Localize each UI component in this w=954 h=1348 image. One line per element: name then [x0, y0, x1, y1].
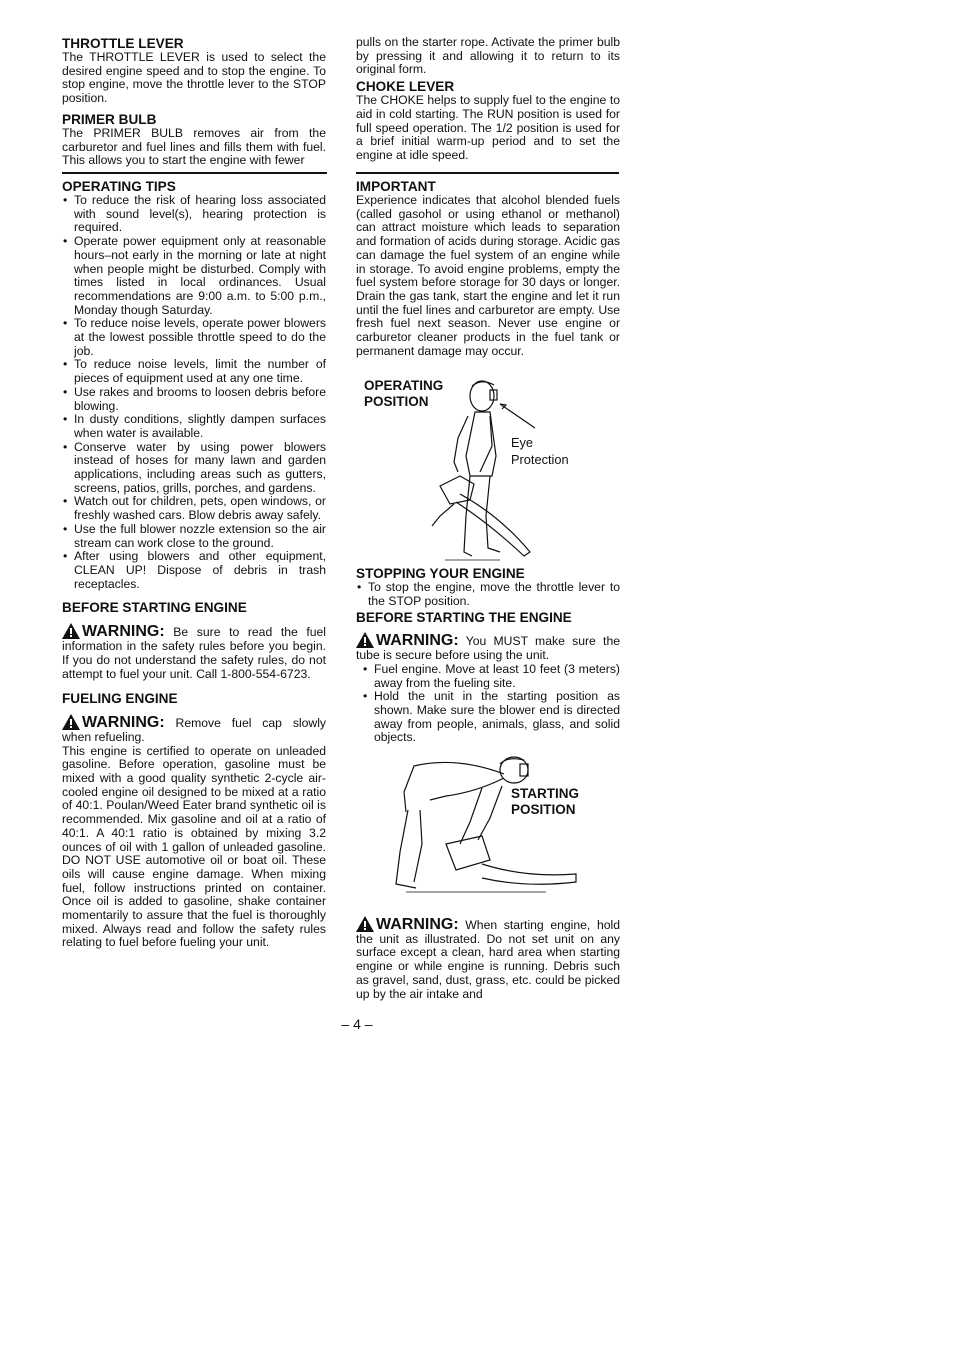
primer-heading: PRIMER BULB — [62, 111, 157, 127]
eye-protection-callout: Eye Protection — [511, 435, 569, 467]
fueling-text: This engine is certified to operate on unleaded gasoline. Before operation, gasoline must be mixed with a good quality synthetic 2-cycle air-cooled engine oil designed to be mixed at a ratio of 40:1. Poulan/Weed Eater brand synthetic oil is recommended. Mix gasoline and oil at a ratio of 40:1. A 40:1 ratio is obtained by mixing 3.2 ounces of oil with 1 gallon of unleaded gasoline. DO NOT USE automotive oil or boat oil. These oils will cause engine damage. When mixing fuel, follow instructions printed on container. Once oil is added to gasoline, shake container momentarily to assure that the fuel is thoroughly mixed. Always read and follow the safety rules relating to fuel before fueling your unit. — [62, 743, 326, 950]
warning-label: WARNING: — [82, 623, 165, 641]
primer-text: The PRIMER BULB removes air from the carburetor and fuel lines and fills them with fuel. This allows you to start the engine with fewer — [62, 125, 326, 168]
divider-left — [62, 172, 327, 174]
list-item: • Use the full blower nozzle extension so the air stream can work close to the ground. — [62, 523, 326, 550]
starting-position-illustration — [386, 752, 586, 902]
stopping-heading: STOPPING YOUR ENGINE — [356, 566, 525, 581]
list-item: • In dusty conditions, slightly dampen surfaces when water is available. — [62, 413, 326, 440]
before-starting-the-engine-heading: BEFORE STARTING THE ENGINE — [356, 610, 572, 626]
warning-text: Be sure to read the fuel information in the safety rules before you begin. If you do not understand the safety rules, do not attempt to fuel your unit. Call 1-800-554-6723. — [62, 625, 327, 681]
important-heading: IMPORTANT — [356, 179, 436, 194]
operating-position-label: OPERATING POSITION — [364, 378, 444, 409]
warning-text: When starting engine, hold the unit as illustrated. Do not set unit on any surface except a clean, hard area when starting engine or while engine is running. Debris such as gravel, sand, dust, grass, etc. could be picked up by the air intake and — [356, 918, 620, 1001]
warning-label: WARNING: — [376, 632, 459, 650]
fueling-warning — [62, 714, 326, 744]
warning-label: WARNING: — [82, 714, 165, 732]
list-item: • After using blowers and other equipment, CLEAN UP! Dispose of debris in trash receptacles. — [62, 550, 326, 591]
before-starting-list — [356, 663, 620, 745]
before-starting-heading: BEFORE STARTING ENGINE — [62, 600, 247, 616]
list-item: • Conserve water by using power blowers instead of hoses for many lawn and garden applications, including areas such as gutters, screens, patios, grills, porches, and gardens. — [62, 441, 326, 496]
tube-warning — [356, 632, 620, 662]
warning-icon — [356, 632, 374, 648]
operating-tips-heading: OPERATING TIPS — [62, 179, 176, 194]
starting-warning — [356, 916, 620, 1001]
operating-tips-list — [62, 194, 326, 591]
list-item: • Watch out for children, pets, open windows, or freshly washed cars. Blow debris away safely. — [62, 495, 326, 522]
stopping-list — [356, 581, 620, 608]
list-item: • Use rakes and brooms to loosen debris before blowing. — [62, 386, 326, 413]
important-section — [356, 179, 620, 358]
operating-position-illustration — [420, 376, 560, 564]
page-number: – 4 – — [341, 1016, 373, 1032]
list-item: • To stop the engine, move the throttle lever to the STOP position. — [356, 581, 620, 608]
list-item: • Operate power equipment only at reasonable hours–not early in the morning or late at night when people might be disturbed. Comply with times listed in local ordinances. Usual recommendations are 9:00 a.m. to 5:00 p.m., Monday though Saturday. — [62, 235, 326, 317]
before-starting-warning — [62, 623, 326, 681]
warning-text: Remove fuel cap slowly when refueling. — [62, 716, 326, 744]
choke-section — [356, 36, 620, 163]
choke-text: The CHOKE helps to supply fuel to the engine to aid in cold starting. The RUN position is used for full speed operation. The 1/2 position is used for a brief initial warm-up period and to set the engine at idle speed. — [356, 93, 620, 162]
choke-heading: CHOKE LEVER — [356, 79, 455, 95]
warning-icon — [62, 623, 80, 639]
throttle-text: The THROTTLE LEVER is used to select the desired engine speed and to stop the engine. To stop engine, move the throttle lever to the STOP position. — [62, 50, 326, 106]
stopping-section — [356, 566, 620, 745]
left-body — [62, 179, 326, 950]
throttle-section — [62, 36, 326, 168]
starting-position-label: STARTING POSITION — [511, 786, 579, 817]
divider-right — [356, 172, 619, 174]
warning-text: You MUST make sure the tube is secure before using the unit. — [356, 634, 620, 663]
warning-icon — [62, 714, 80, 730]
list-item: • Fuel engine. Move at least 10 feet (3 meters) away from the fueling site. — [362, 663, 620, 690]
list-item: • To reduce the risk of hearing loss associated with sound level(s), hearing protection is required. — [62, 194, 326, 235]
fueling-heading: FUELING ENGINE — [62, 691, 178, 707]
throttle-heading: THROTTLE LEVER — [62, 36, 184, 51]
list-item: • To reduce noise levels, limit the number of pieces of equipment used at any one time. — [62, 358, 326, 385]
warning-label: WARNING: — [376, 916, 459, 933]
list-item: • Hold the unit in the starting position as shown. Make sure the blower end is directed away from people, animals, glass, and solid objects. — [362, 690, 620, 745]
warning-icon — [356, 916, 374, 932]
list-item: • To reduce noise levels, operate power blowers at the lowest possible throttle speed to do the job. — [62, 317, 326, 358]
primer-continued-text: pulls on the starter rope. Activate the primer bulb by pressing it and allowing it to return to its original form. — [356, 35, 620, 77]
starting-warning-section — [356, 916, 620, 1001]
important-text: Experience indicates that alcohol blended fuels (called gasohol or using ethanol or methanol) can attract moisture which leads to separation and formation of acids during storage. Acidic gas can damage the fuel system of an engine while in storage. To avoid engine problems, empty the fuel system before storage for 30 days or longer. Drain the gas tank, start the engine and let it run until the fuel lines and carburetor are empty. Use fresh fuel next season. Never use engine or carburetor cleaner products in the fuel tank or permanent damage may occur. — [356, 193, 620, 358]
